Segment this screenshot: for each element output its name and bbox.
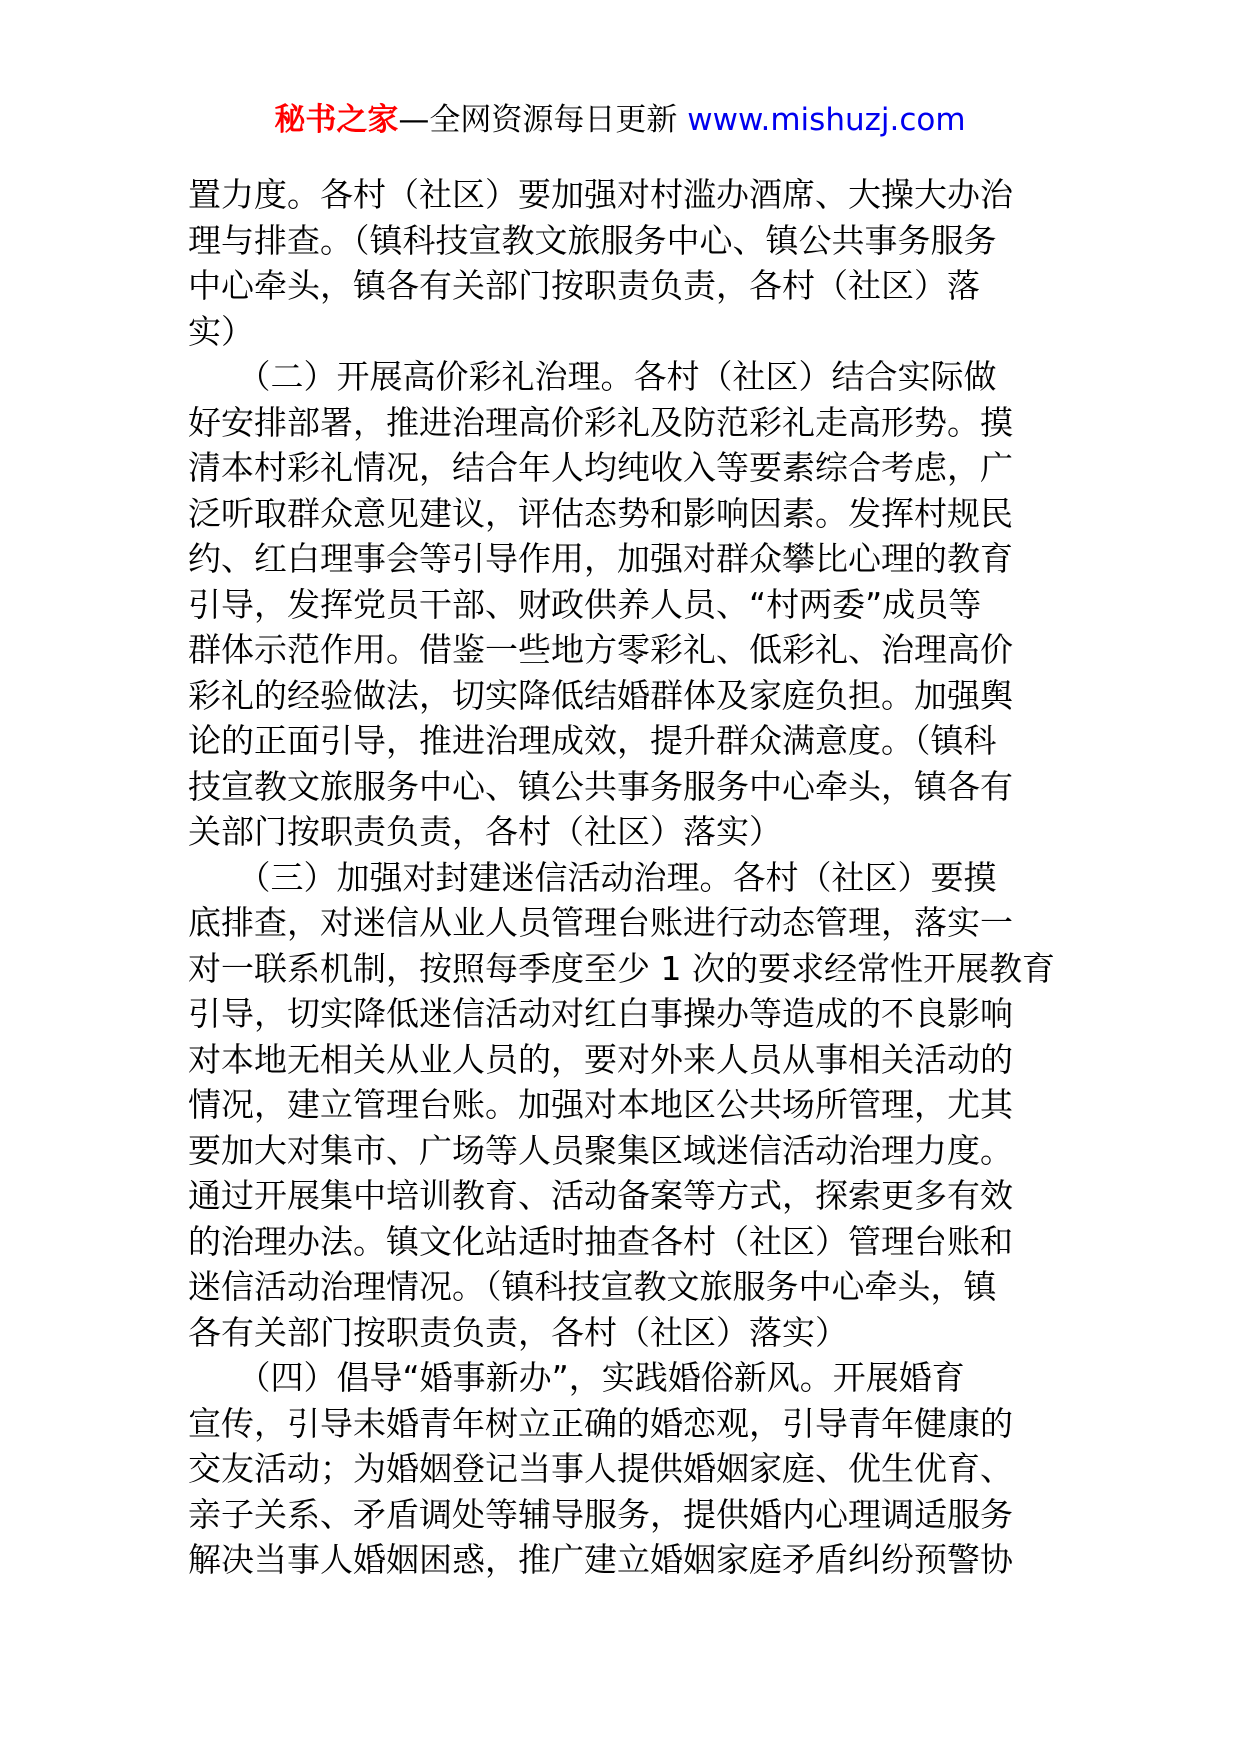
document-body [188, 172, 1068, 1583]
text-line: 技宣教文旅服务中心、镇公共事务服务中心牵头，镇各有 [188, 766, 1013, 806]
text-line: 交友活动；为婚姻登记当事人提供婚姻家庭、优生优育、 [188, 1449, 1013, 1488]
text-line: 好安排部署，推进治理高价彩礼及防范彩礼走高形势。摸 [188, 402, 1013, 442]
text-line: 中心牵头，镇各有关部门按职责负责，各村（社区）落 [188, 266, 980, 305]
text-line: 各有关部门按职责负责，各村（社区）落实） [188, 1312, 848, 1352]
text-line: 引导，切实降低迷信活动对红白事操办等造成的不良影响 [188, 994, 1013, 1033]
text-line: 宣传，引导未婚青年树立正确的婚恋观，引导青年健康的 [188, 1403, 1013, 1443]
site-name: 秘书之家 [274, 102, 399, 138]
text-line: 解决当事人婚姻困惑，推广建立婚姻家庭矛盾纠纷预警协 [188, 1540, 1013, 1579]
text-line: 置力度。各村（社区）要加强对村滥办酒席、大操大办治 [188, 175, 1013, 214]
text-line: 亲子关系、矛盾调处等辅导服务，提供婚内心理调适服务 [188, 1494, 1013, 1534]
site-slogan: —全网资源每日更新 [398, 102, 688, 138]
text-line: 引导，发挥党员干部、财政供养人员、“村两委”成员等 [188, 584, 982, 624]
text-line: 理与排查。（镇科技宣教文旅服务中心、镇公共事务服务 [188, 220, 997, 260]
text-line: 要加大对集市、广场等人员聚集区域迷信活动治理力度。 [188, 1130, 1013, 1170]
text-line: 论的正面引导，推进治理成效，提升群众满意度。（镇科 [188, 721, 997, 760]
text-line: （三）加强对封建迷信活动治理。各村（社区）要摸 [188, 857, 997, 897]
text-line: 对本地无相关从业人员的，要对外来人员从事相关活动的 [188, 1039, 1013, 1079]
text-line: 情况，建立管理台账。加强对本地区公共场所管理，尤其 [188, 1085, 1013, 1124]
text-line: 清本村彩礼情况，结合年人均纯收入等要素综合考虑，广 [188, 448, 1013, 487]
text-line: 对一联系机制，按照每季度至少 1 次的要求经常性开展教育 [188, 948, 1055, 988]
text-line: 迷信活动治理情况。（镇科技宣教文旅服务中心牵头，镇 [188, 1267, 997, 1306]
text-line: 约、红白理事会等引导作用，加强对群众攀比心理的教育 [188, 539, 1013, 578]
text-line: 泛听取群众意见建议，评估态势和影响因素。发挥村规民 [188, 493, 1013, 533]
text-line: 底排查，对迷信从业人员管理台账进行动态管理，落实一 [188, 903, 1013, 942]
site-url-link[interactable]: www.mishuzj.com [687, 102, 966, 138]
text-line: （二）开展高价彩礼治理。各村（社区）结合实际做 [188, 357, 997, 396]
text-line: 群体示范作用。借鉴一些地方零彩礼、低彩礼、治理高价 [188, 630, 1013, 669]
text-line: 的治理办法。镇文化站适时抽查各村（社区）管理台账和 [188, 1221, 1013, 1261]
text-line: 实） [188, 311, 254, 351]
text-line: （四）倡导“婚事新办”，实践婚俗新风。开展婚育 [188, 1358, 965, 1397]
site-header [0, 98, 1240, 142]
text-line: 通过开展集中培训教育、活动备案等方式，探索更多有效 [188, 1176, 1013, 1215]
text-line: 关部门按职责负责，各村（社区）落实） [188, 812, 782, 851]
text-line: 彩礼的经验做法，切实降低结婚群体及家庭负担。加强舆 [188, 675, 1013, 715]
